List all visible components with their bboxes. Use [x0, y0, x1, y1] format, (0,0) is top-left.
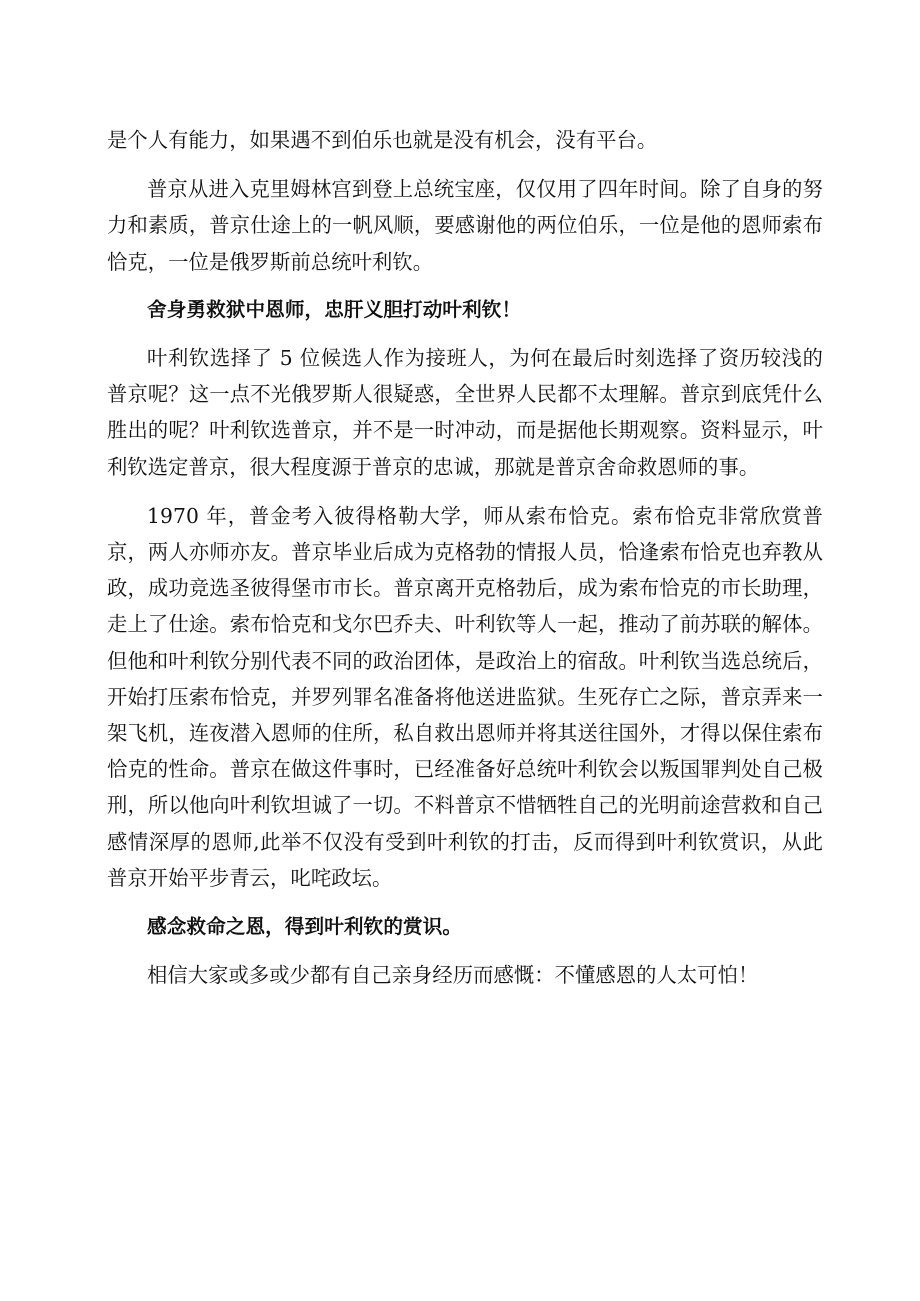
paragraph: 普京从进入克里姆林宫到登上总统宝座，仅仅用了四年时间。除了自身的努力和素质，普京仕途上的一帆风顺，要感谢他的两位伯乐，一位是他的恩师索布恰克，一位是俄罗斯前总统叶利钦。 [107, 177, 823, 274]
paragraph: 叶利钦选择了 5 位候选人作为接班人，为何在最后时刻选择了资历较浅的普京呢？这一点不光俄罗斯人很疑惑，全世界人民都不太理解。普京到底凭什么胜出的呢？叶利钦选普京，并不是一时冲动，而是据他长期观察。资料显示，叶利钦选定普京，很大程度源于普京的忠诚，那就是普京舍命救恩师的事。 [107, 346, 823, 479]
section-heading: 感念救命之恩，得到叶利钦的赏识。 [147, 915, 463, 939]
paragraph: 1970 年，普金考入彼得格勒大学，师从索布恰克。索布恰克非常欣赏普京，两人亦师亦友。普京毕业后成为克格勃的情报人员，恰逢索布恰克也弃教从政，成功竞选圣彼得堡市市长。普京离开克格勃后，成为索布恰克的市长助理，走上了仕途。索布恰克和戈尔巴乔夫、叶利钦等人一起，推动了前苏联的解体。但他和叶利钦分别代表不同的政治团体，是政治上的宿敌。叶利钦当选总统后，开始打压索布恰克，并罗列罪名准备将他送进监狱。生死存亡之际，普京弄来一架飞机，连夜潜入恩师的住所，私自救出恩师并将其送往国外，才得以保住索布恰克的性命。普京在做这件事时，已经准备好总统叶利钦会以叛国罪判处自己极刑，所以他向叶利钦坦诚了一切。不料普京不惜牺牲自己的光明前途营救和自己感情深厚的恩师,此举不仅没有受到叶利钦的打击，反而得到叶利钦赏识，从此普京开始平步青云，叱咤政坛。 [107, 503, 823, 890]
section-heading: 舍身勇救狱中恩师，忠肝义胆打动叶利钦！ [147, 297, 522, 321]
document-body [107, 122, 823, 1006]
paragraph: 相信大家或多或少都有自己亲身经历而感慨：不懂感恩的人太可怕！ [147, 963, 759, 988]
paragraph: 是个人有能力，如果遇不到伯乐也就是没有机会，没有平台。 [107, 128, 658, 152]
